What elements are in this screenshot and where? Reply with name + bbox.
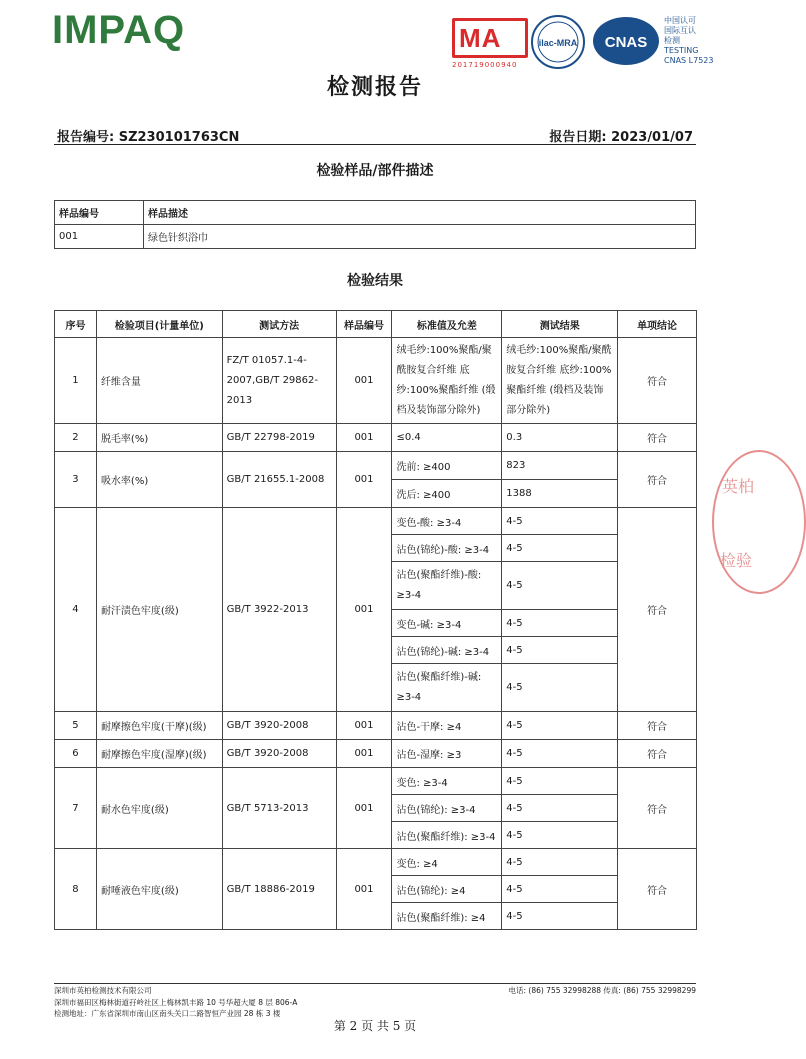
row-no: 2 [55,424,97,452]
row-result: 4-5 [502,535,618,562]
table-row [55,712,697,740]
sample-header-no: 样品编号 [55,201,144,225]
table-row [55,508,697,535]
row-no: 1 [55,338,97,424]
row-verdict: 符合 [618,849,697,930]
row-verdict: 符合 [618,712,697,740]
row-item: 耐摩擦色牢度(湿摩)(级) [96,740,222,768]
col-header-item: 检验项目(计量单位) [96,311,222,338]
row-standard: 沾色(聚酯纤维): ≥3-4 [392,822,502,849]
row-verdict: 符合 [618,424,697,452]
row-standard: 沾色-湿摩: ≥3 [392,740,502,768]
results-table [54,310,697,930]
sample-table [54,200,696,249]
row-sample: 001 [336,849,392,930]
sample-desc: 绿色针织浴巾 [144,225,696,249]
row-result: 4-5 [502,637,618,664]
results-section-title: 检验结果 [347,273,403,289]
row-no: 5 [55,712,97,740]
row-item: 脱毛率(%) [96,424,222,452]
ilac-text: ilac-MRA [538,38,578,48]
table-row [55,452,697,480]
row-verdict: 符合 [618,740,697,768]
row-result: 4-5 [502,822,618,849]
cma-mark-text: MA [459,23,502,53]
cnas-text: CNAS [604,34,648,51]
row-result: 4-5 [502,610,618,637]
row-method: GB/T 18886-2019 [222,849,336,930]
row-method: GB/T 3920-2008 [222,740,336,768]
row-method: GB/T 3922-2013 [222,508,336,712]
row-item: 吸水率(%) [96,452,222,508]
row-no: 7 [55,768,97,849]
report-number: 报告编号: SZ230101763CN [57,130,240,145]
row-verdict: 符合 [618,768,697,849]
footer-info [54,985,297,1020]
sample-section-title: 检验样品/部件描述 [316,163,434,179]
row-standard: 沾色(锦纶): ≥3-4 [392,795,502,822]
row-result: 4-5 [502,712,618,740]
row-sample: 001 [336,338,392,424]
cnas-side-text: 中国认可 国际互认 检测 TESTING CNAS L7523 [664,16,714,65]
row-verdict: 符合 [618,338,697,424]
table-header-row [55,311,697,338]
row-result: 4-5 [502,768,618,795]
row-method: GB/T 3920-2008 [222,712,336,740]
row-standard: 绒毛纱:100%聚酯/聚酰胺复合纤维 底纱:100%聚酯纤维 (缎档及装饰部分除外) [392,338,502,424]
seal-text-top: 英柏 [722,477,755,496]
table-row [55,225,696,249]
row-no: 3 [55,452,97,508]
cma-certification-mark [452,18,524,69]
footer-lab-address: 检测地址：广东省深圳市南山区南头关口二路智恒产业园 28 栋 3 楼 [54,1009,281,1018]
col-header-standard: 标准值及允差 [392,311,502,338]
row-standard: 洗后: ≥400 [392,480,502,508]
cnas-mark [592,16,660,70]
row-method: GB/T 5713-2013 [222,768,336,849]
footer-address: 深圳市福田区梅林街道孖岭社区上梅林凯丰路 10 号华超大厦 8 层 806-A [54,997,298,1007]
row-verdict: 符合 [618,452,697,508]
row-standard: 变色-碱: ≥3-4 [392,610,502,637]
row-verdict: 符合 [618,508,697,712]
footer-divider [54,983,696,984]
col-header-no: 序号 [55,311,97,338]
table-row [55,424,697,452]
col-header-method: 测试方法 [222,311,336,338]
row-item: 耐水色牢度(级) [96,768,222,849]
row-standard: ≤0.4 [392,424,502,452]
row-sample: 001 [336,768,392,849]
table-row [55,740,697,768]
row-sample: 001 [336,424,392,452]
row-sample: 001 [336,508,392,712]
row-result: 绒毛纱:100%聚酯/聚酰胺复合纤维 底纱:100%聚酯纤维 (缎档及装饰部分除外) [502,338,618,424]
sample-no: 001 [55,225,144,249]
row-result: 4-5 [502,795,618,822]
row-standard: 洗前: ≥400 [392,452,502,480]
row-no: 6 [55,740,97,768]
table-row [55,768,697,795]
row-standard: 沾色(锦纶)-碱: ≥3-4 [392,637,502,664]
row-item: 纤维含量 [96,338,222,424]
row-result: 4-5 [502,876,618,903]
footer-phone: 电话: (86) 755 32998288 传真: (86) 755 32998299 [508,986,696,995]
row-standard: 沾色(聚酯纤维)-酸: ≥3-4 [392,562,502,610]
col-header-verdict: 单项结论 [618,311,697,338]
row-item: 耐汗渍色牢度(级) [96,508,222,712]
row-result: 0.3 [502,424,618,452]
col-header-result: 测试结果 [502,311,618,338]
company-logo: IMPAQ [52,8,186,52]
row-sample: 001 [336,452,392,508]
row-standard: 变色-酸: ≥3-4 [392,508,502,535]
page-number: 第 2 页 共 5 页 [333,1019,417,1033]
inspection-seal [712,450,806,594]
row-standard: 沾色(锦纶)-酸: ≥3-4 [392,535,502,562]
row-item: 耐唾液色牢度(级) [96,849,222,930]
row-result: 4-5 [502,562,618,610]
seal-text-bottom: 检验 [720,551,753,570]
row-sample: 001 [336,740,392,768]
row-standard: 沾色(聚酯纤维)-碱: ≥3-4 [392,664,502,712]
row-result: 4-5 [502,849,618,876]
row-item: 耐摩擦色牢度(干摩)(级) [96,712,222,740]
row-result: 1388 [502,480,618,508]
ilac-mra-mark [530,14,586,74]
row-sample: 001 [336,712,392,740]
row-result: 4-5 [502,664,618,712]
report-date: 报告日期: 2023/01/07 [549,130,693,145]
row-standard: 沾色(锦纶): ≥4 [392,876,502,903]
footer-company: 深圳市英柏检测技术有限公司 [54,986,152,995]
row-result: 4-5 [502,740,618,768]
row-result: 4-5 [502,508,618,535]
row-standard: 变色: ≥3-4 [392,768,502,795]
report-title: 检测报告 [326,75,423,100]
sample-header-desc: 样品描述 [144,201,696,225]
table-row [55,338,697,424]
row-result: 823 [502,452,618,480]
row-standard: 沾色(聚酯纤维): ≥4 [392,903,502,930]
col-header-sample: 样品编号 [336,311,392,338]
row-method: GB/T 21655.1-2008 [222,452,336,508]
header-divider [54,144,696,145]
row-no: 8 [55,849,97,930]
row-standard: 变色: ≥4 [392,849,502,876]
table-header-row [55,201,696,225]
cma-number: 201719000940 [452,61,518,69]
row-standard: 沾色-干摩: ≥4 [392,712,502,740]
table-row [55,849,697,876]
row-method: GB/T 22798-2019 [222,424,336,452]
row-no: 4 [55,508,97,712]
row-method: FZ/T 01057.1-4-2007,GB/T 29862-2013 [222,338,336,424]
row-result: 4-5 [502,903,618,930]
